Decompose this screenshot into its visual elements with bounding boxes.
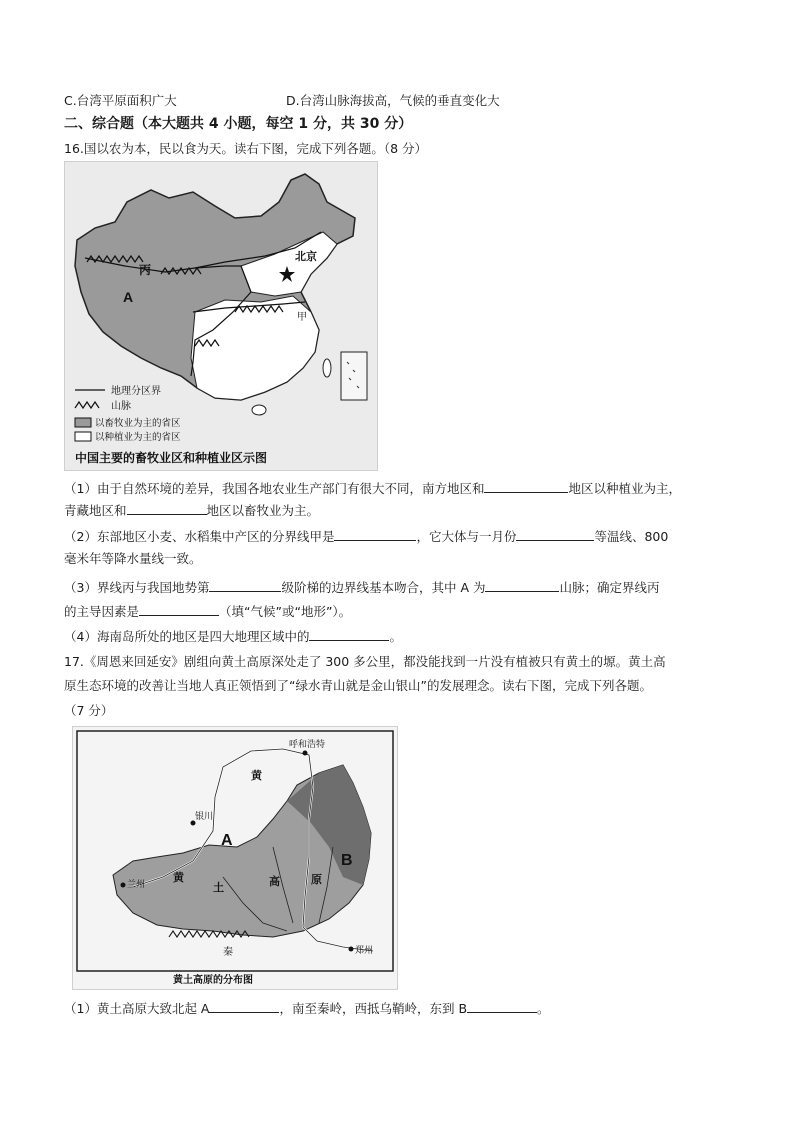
q17-stem-line3: （7 分） <box>64 703 114 718</box>
legend-pastoral-label: 以畜牧业为主的省区 <box>95 418 181 429</box>
label-plateau-4: 原 <box>311 874 322 886</box>
q16-sub4-blank[interactable] <box>309 628 389 641</box>
legend-boundary-label: 地理分区界 <box>111 386 161 397</box>
q17-stem-line1: 17.《周恩来回延安》剧组向黄土高原深处走了 300 多公里，都没能找到一片没有植被只有黄土的塬。黄土高 <box>64 654 666 669</box>
q16-sub3-blank3[interactable] <box>139 603 219 616</box>
label-A: A <box>123 289 134 305</box>
city-lanzhou <box>121 883 126 888</box>
q16-stem: 16.国以农为本，民以食为天。读右下图，完成下列各题。（8 分） <box>64 141 428 156</box>
loess-map-title: 黄土高原的分布图 <box>173 975 253 986</box>
q16-sub1-blank2[interactable] <box>127 502 207 515</box>
label-plateau-2: 土 <box>213 882 224 894</box>
q15-option-d: D.台湾山脉海拔高，气候的垂直变化大 <box>286 93 500 108</box>
q16-sub3-line2: 的主导因素是 （填“气候”或“地形”）。 <box>64 604 352 619</box>
q16-sub2-line1: （2）东部地区小麦、水稻集中产区的分界线甲是 ，它大体与一月份 等温线、800 <box>64 529 669 544</box>
china-map-title: 中国主要的畜牧业区和种植业区示图 <box>75 451 268 465</box>
label-lanzhou: 兰州 <box>127 879 146 889</box>
label-B: B <box>341 852 353 869</box>
legend-planting-swatch <box>75 432 91 441</box>
loess-plateau-map <box>72 726 398 990</box>
label-beijing: 北京 <box>295 251 317 263</box>
label-bing: 丙 <box>139 263 152 277</box>
q17-sub1: （1）黄土高原大致北起 A ，南至秦岭，西抵乌鞘岭，东到 B 。 <box>64 1001 550 1016</box>
legend-pastoral-swatch <box>75 418 91 427</box>
q16-sub3-line1: （3）界线丙与我国地势第 级阶梯的边界线基本吻合，其中 A 为 山脉；确定界线丙 <box>64 580 660 595</box>
q17-sub1-blank2[interactable] <box>467 1000 537 1013</box>
q16-sub1-line2: 青藏地区和 地区以畜牧业为主。 <box>64 503 320 518</box>
label-huang-river: 黄 <box>251 770 262 782</box>
label-zhengzhou: 郑州 <box>355 945 374 955</box>
taiwan-island <box>323 359 331 377</box>
q16-sub4: （4）海南岛所处的地区是四大地理区域中的 。 <box>64 629 402 644</box>
china-agriculture-map <box>64 161 378 471</box>
q16-sub1-blank1[interactable] <box>484 480 568 493</box>
city-yinchuan <box>191 821 196 826</box>
q15-option-c: C.台湾平原面积广大 <box>64 93 177 108</box>
city-huhehaote <box>303 751 308 756</box>
q17-sub1-blank1[interactable] <box>209 1000 279 1013</box>
city-zhengzhou <box>349 947 354 952</box>
label-A: A <box>221 832 233 849</box>
q16-sub3-blank2[interactable] <box>485 579 559 592</box>
label-qin: 秦 <box>223 947 233 958</box>
china-map-svg <box>65 162 377 470</box>
q17-stem-line2: 原生态环境的改善让当地人真正领悟到了“绿水青山就是金山银山”的发展理念。读右下图，完成下列各题。 <box>64 678 652 693</box>
label-plateau-1: 黄 <box>173 872 184 884</box>
q16-sub1-line1: （1）由于自然环境的差异，我国各地农业生产部门有很大不同，南方地区和 地区以种植业为主， <box>64 481 681 496</box>
label-yinchuan: 银川 <box>195 811 214 821</box>
label-jia: 甲 <box>297 312 307 323</box>
q16-sub2-blank2[interactable] <box>516 528 594 541</box>
section-heading: 二、综合题（本大题共 4 小题，每空 1 分，共 30 分） <box>64 116 413 132</box>
hainan-island <box>252 405 266 415</box>
label-huhehaote: 呼和浩特 <box>289 739 326 749</box>
label-plateau-3: 高 <box>269 876 280 888</box>
legend-mountain-label: 山脉 <box>111 401 131 412</box>
q16-sub2-blank1[interactable] <box>334 528 416 541</box>
q16-sub2-line2: 毫米年等降水量线一致。 <box>64 551 202 566</box>
loess-map-svg <box>73 727 397 989</box>
legend-planting-label: 以种植业为主的省区 <box>95 432 181 443</box>
south-china-sea-inset <box>341 352 367 400</box>
q16-sub3-blank1[interactable] <box>209 579 281 592</box>
